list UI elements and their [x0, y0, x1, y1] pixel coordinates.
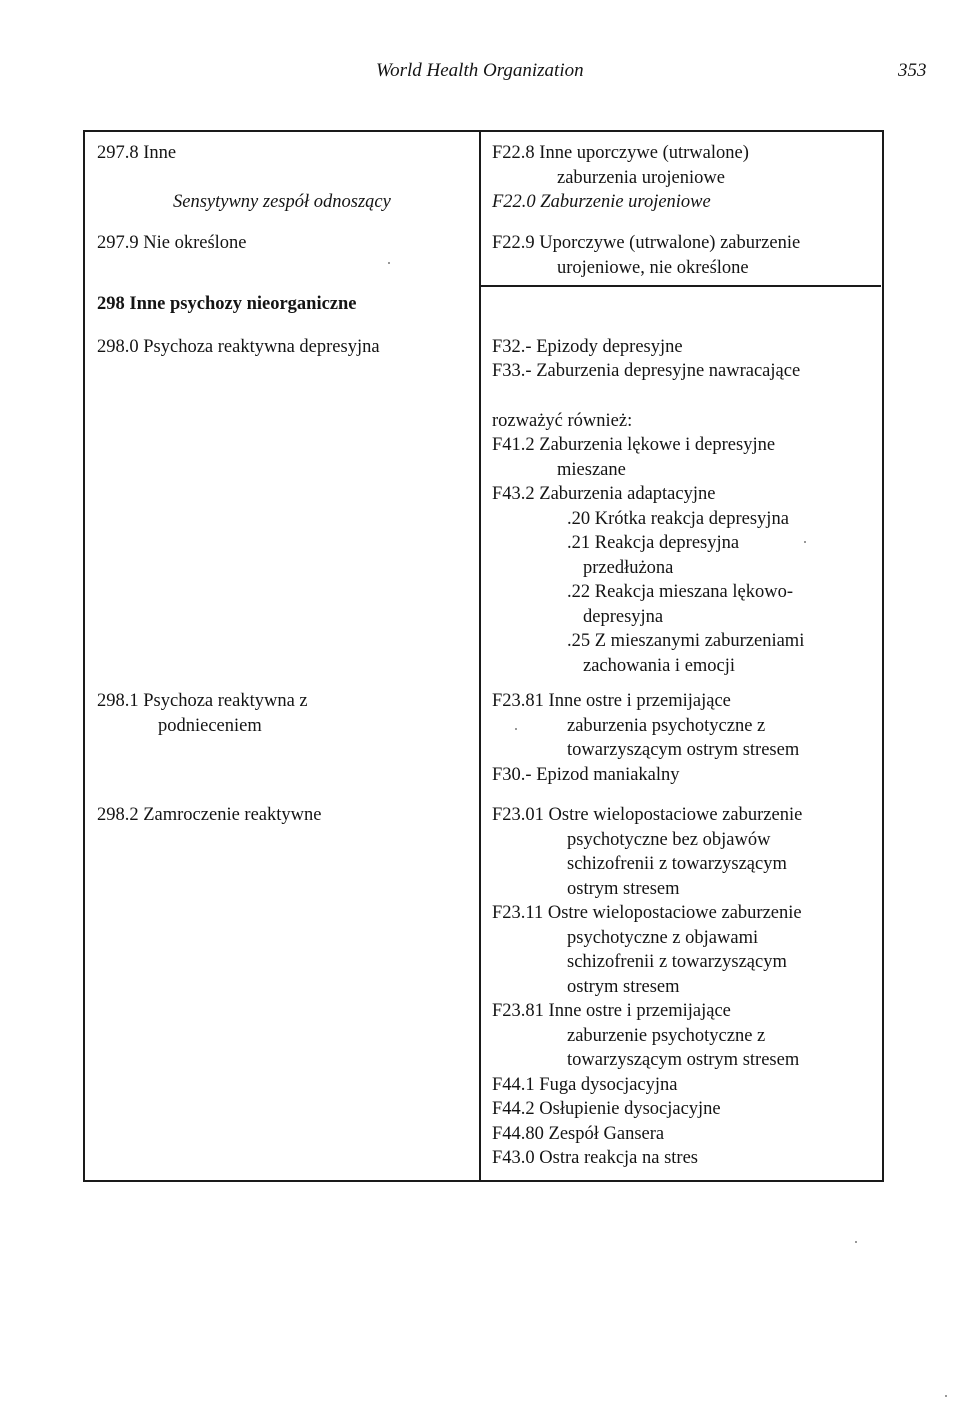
- icd10-entry-cont: ostrym stresem: [567, 879, 680, 899]
- icd10-entry-cont: schizofrenii z towarzyszącym: [567, 854, 787, 874]
- icd10-entry-cont: zaburzenie psychotyczne z: [567, 1026, 766, 1046]
- icd10-subentry: .25 Z mieszanymi zaburzeniami: [567, 631, 805, 651]
- icd10-entry-cont: zaburzenia urojeniowe: [557, 168, 725, 188]
- icd10-entry: F30.- Epizod maniakalny: [492, 765, 680, 785]
- icd10-entry: F33.- Zaburzenia depresyjne nawracające: [492, 361, 801, 381]
- icd10-entry: F22.9 Uporczywe (utrwalone) zaburzenie: [492, 233, 801, 253]
- column-divider: [479, 130, 481, 1180]
- icd10-entry-cont: zaburzenia psychotyczne z: [567, 716, 766, 736]
- icd10-entry: F23.11 Ostre wielopostaciowe zaburzenie: [492, 903, 802, 923]
- icd10-entry: F41.2 Zaburzenia lękowe i depresyjne: [492, 435, 776, 455]
- icd9-entry-298-0: 298.0 Psychoza reaktywna depresyjna: [97, 337, 380, 357]
- icd10-entry-cont: psychotyczne bez objawów: [567, 830, 771, 850]
- icd9-entry-298-1: 298.1 Psychoza reaktywna z: [97, 691, 308, 711]
- icd10-entry-cont: psychotyczne z objawami: [567, 928, 759, 948]
- page-number: 353: [898, 60, 927, 81]
- icd10-subentry: .21 Reakcja depresyjna: [567, 533, 740, 553]
- icd10-entry: F44.2 Osłupienie dysocjacyjne: [492, 1099, 721, 1119]
- icd10-entry: F22.0 Zaburzenie urojeniowe: [492, 192, 711, 212]
- icd10-subentry: .22 Reakcja mieszana lękowo-: [567, 582, 794, 602]
- row-divider: [479, 285, 881, 287]
- icd10-subentry-cont: depresyjna: [583, 607, 664, 627]
- scan-speck: [804, 541, 806, 543]
- icd9-section-298: 298 Inne psychozy nieorganiczne: [97, 294, 357, 314]
- icd10-entry-cont: urojeniowe, nie określone: [557, 258, 749, 278]
- icd10-entry: F23.01 Ostre wielopostaciowe zaburzenie: [492, 805, 803, 825]
- icd10-subentry-cont: przedłużona: [583, 558, 674, 578]
- icd10-subentry-cont: zachowania i emocji: [583, 656, 736, 676]
- icd10-entry: F23.81 Inne ostre i przemijające: [492, 1001, 731, 1021]
- icd10-entry-cont: towarzyszącym ostrym stresem: [567, 740, 800, 760]
- scan-speck: [515, 728, 517, 730]
- scan-speck: [388, 262, 390, 264]
- scan-speck: [945, 1395, 947, 1397]
- running-title: World Health Organization: [376, 60, 584, 81]
- icd9-entry-297-9: 297.9 Nie określone: [97, 233, 247, 253]
- icd10-entry-cont: ostrym stresem: [567, 977, 680, 997]
- icd10-entry: F44.1 Fuga dysocjacyjna: [492, 1075, 678, 1095]
- icd10-entry-cont: towarzyszącym ostrym stresem: [567, 1050, 800, 1070]
- consider-also-label: rozważyć również:: [492, 411, 633, 431]
- icd10-entry: F43.2 Zaburzenia adaptacyjne: [492, 484, 716, 504]
- icd9-entry-297-8: 297.8 Inne: [97, 143, 177, 163]
- scan-speck: [855, 1241, 857, 1243]
- icd10-entry-cont: schizofrenii z towarzyszącym: [567, 952, 787, 972]
- icd10-entry: F23.81 Inne ostre i przemijające: [492, 691, 731, 711]
- page-header: [0, 60, 960, 88]
- icd9-subtitle-sensytywny: Sensytywny zespół odnoszący: [173, 192, 391, 212]
- icd10-entry: F32.- Epizody depresyjne: [492, 337, 683, 357]
- icd10-subentry: .20 Krótka reakcja depresyjna: [567, 509, 789, 529]
- icd10-entry: F43.0 Ostra reakcja na stres: [492, 1148, 699, 1168]
- icd10-entry: F44.80 Zespół Gansera: [492, 1124, 665, 1144]
- icd10-entry: F22.8 Inne uporczywe (utrwalone): [492, 143, 749, 163]
- icd10-entry-cont: mieszane: [557, 460, 626, 480]
- icd9-entry-298-2: 298.2 Zamroczenie reaktywne: [97, 805, 322, 825]
- icd9-entry-298-1-cont: podnieceniem: [158, 716, 262, 736]
